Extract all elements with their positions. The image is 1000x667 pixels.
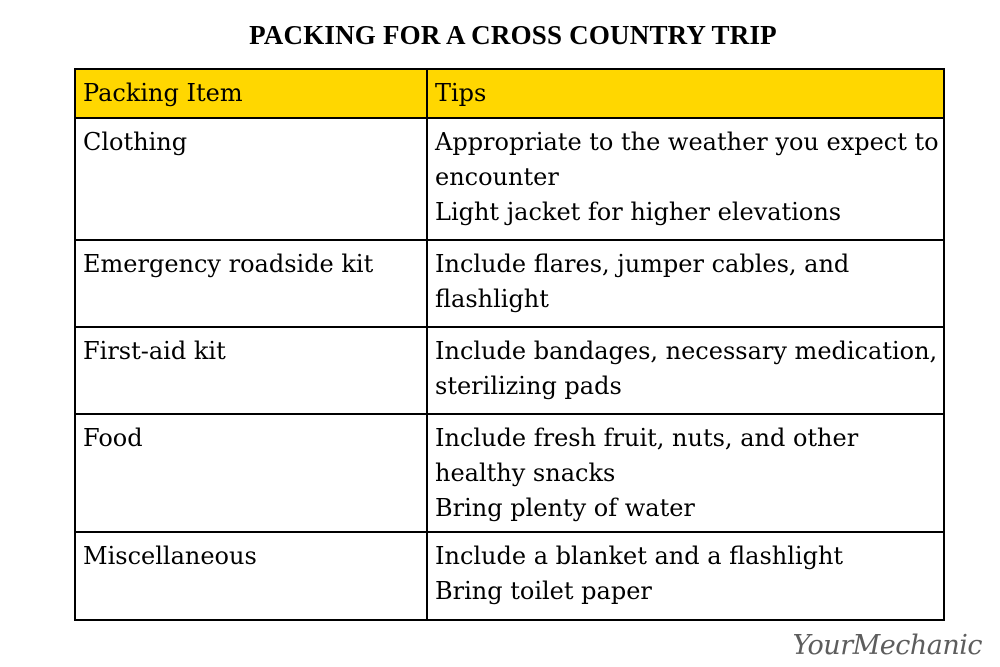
tip-text: Bring toilet paper: [435, 577, 652, 605]
table-row: [75, 532, 944, 620]
tip-text: Light jacket for higher elevations: [435, 198, 842, 226]
header-tips: Tips: [427, 69, 944, 118]
tips-cell: [427, 240, 944, 327]
item-cell: Emergency roadside kit: [75, 240, 427, 327]
tip-text: Include a blanket and a flashlight: [435, 542, 844, 570]
item-cell: Food: [75, 414, 427, 532]
tip-text: Appropriate to the weather you expect to encounter: [435, 128, 939, 191]
table-row: [75, 240, 944, 327]
tips-cell: [427, 118, 944, 240]
table-row: [75, 414, 944, 532]
item-cell: Clothing: [75, 118, 427, 240]
tips-cell: [427, 532, 944, 620]
item-cell: Miscellaneous: [75, 532, 427, 620]
tip-text: Include flares, jumper cables, and flashlight: [435, 250, 850, 313]
table-header-row: [75, 69, 944, 118]
tip-text: Bring plenty of water: [435, 494, 695, 522]
tips-cell: [427, 414, 944, 532]
page-title: PACKING FOR A CROSS COUNTRY TRIP: [249, 20, 777, 50]
table-row: [75, 327, 944, 414]
tip-text: Include bandages, necessary medication, sterilizing pads: [435, 337, 938, 400]
packing-table: [74, 68, 945, 621]
header-packing-item: Packing Item: [75, 69, 427, 118]
item-cell: First-aid kit: [75, 327, 427, 414]
tips-cell: [427, 327, 944, 414]
table-row: [75, 118, 944, 240]
tip-text: Include fresh fruit, nuts, and other healthy snacks: [435, 424, 859, 487]
yourmechanic-logo: YourMechanic: [792, 630, 982, 661]
